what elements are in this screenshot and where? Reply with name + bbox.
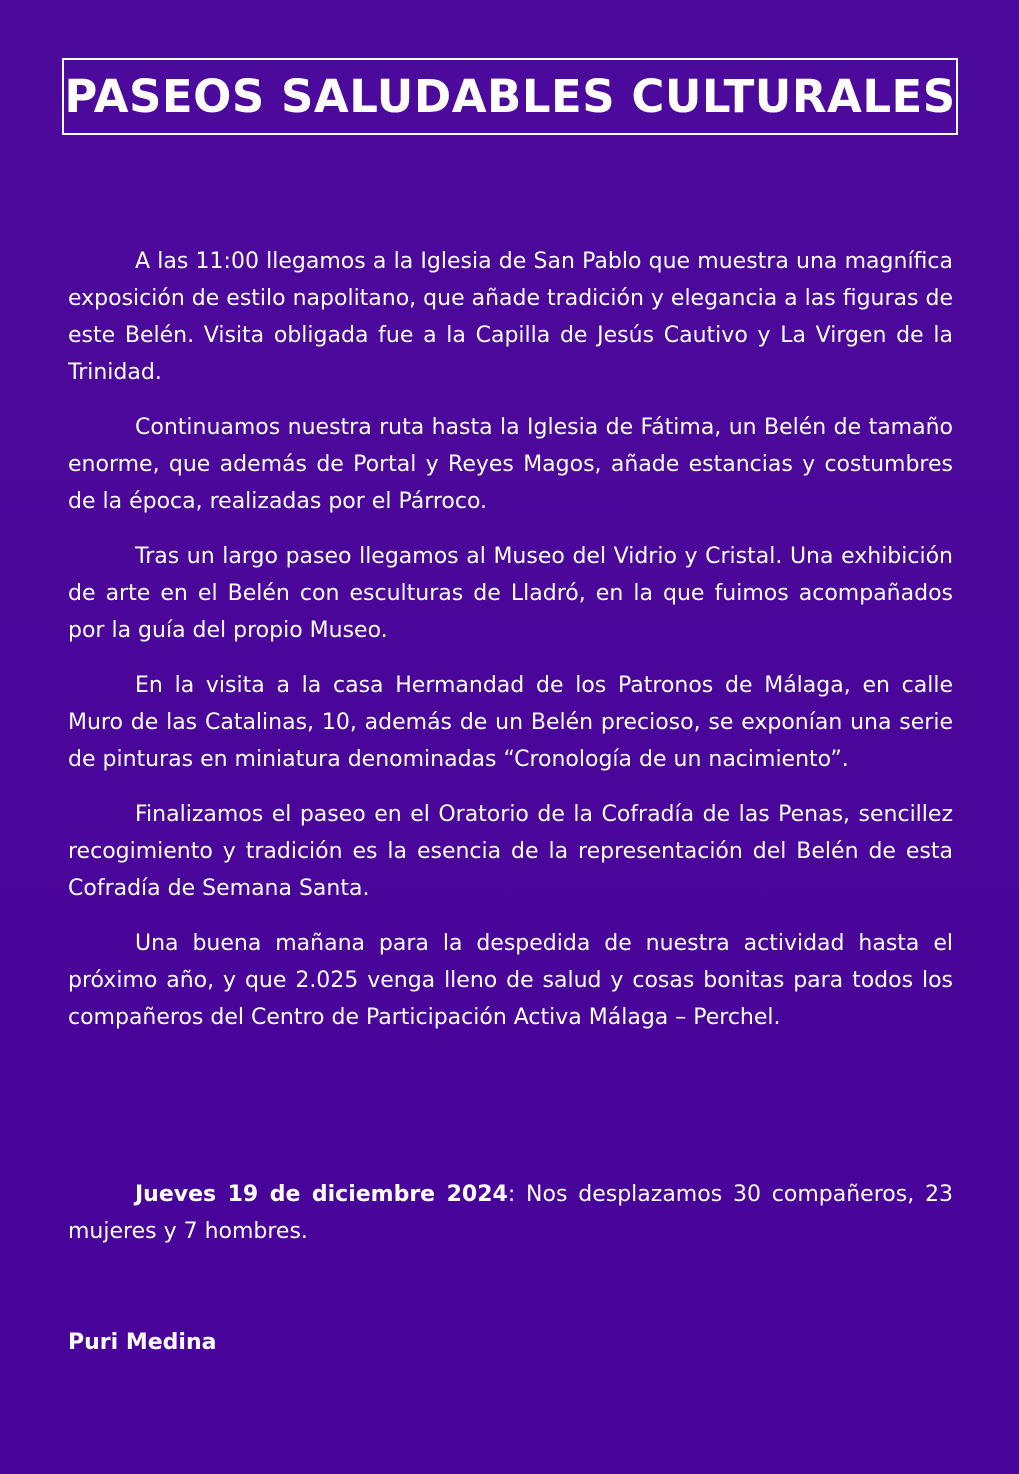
page-title: PASEOS SALUDABLES CULTURALES xyxy=(64,70,956,123)
paragraph-museo-vidrio: Tras un largo paseo llegamos al Museo del Vidrio y Cristal. Una exhibición de arte en el Belén con esculturas de Lladró, en la que fuimos acompañados por la guía del propio Museo. xyxy=(68,544,953,643)
paragraph-despedida: Una buena mañana para la despedida de nuestra actividad hasta el próximo año, y que 2.025 venga lleno de salud y cosas bonitas para todos los compañeros del Centro de Participación Activa Málaga – Perchel. xyxy=(68,931,953,1030)
article-body xyxy=(68,243,953,1054)
paragraph-oratorio: Finalizamos el paseo en el Oratorio de la Cofradía de las Penas, sencillez recogimiento y tradición es la esencia de la representación del Belén de esta Cofradía de Semana Santa. xyxy=(68,802,953,901)
title-box xyxy=(62,58,958,135)
event-date: Jueves 19 de diciembre 2024 xyxy=(135,1182,508,1207)
author-name: Puri Medina xyxy=(68,1330,217,1355)
date-summary xyxy=(68,1176,953,1250)
paragraph-san-pablo: A las 11:00 llegamos a la Iglesia de San Pablo que muestra una magnífica exposición de estilo napolitano, que añade tradición y elegancia a las figuras de este Belén. Visita obligada fue a la Capilla de Jesús Cautivo y La Virgen de la Trinidad. xyxy=(68,249,953,385)
attendance-text: : Nos desplazamos 30 compañeros, 23 mujeres y 7 hombres. xyxy=(68,1182,953,1244)
paragraph-hermandad: En la visita a la casa Hermandad de los Patronos de Málaga, en calle Muro de las Catalinas, 10, además de un Belén precioso, se exponían una serie de pinturas en miniatura denominadas “Cronología de un nacimiento”. xyxy=(68,673,953,772)
paragraph-fatima: Continuamos nuestra ruta hasta la Iglesia de Fátima, un Belén de tamaño enorme, que además de Portal y Reyes Magos, añade estancias y costumbres de la época, realizadas por el Párroco. xyxy=(68,415,953,514)
